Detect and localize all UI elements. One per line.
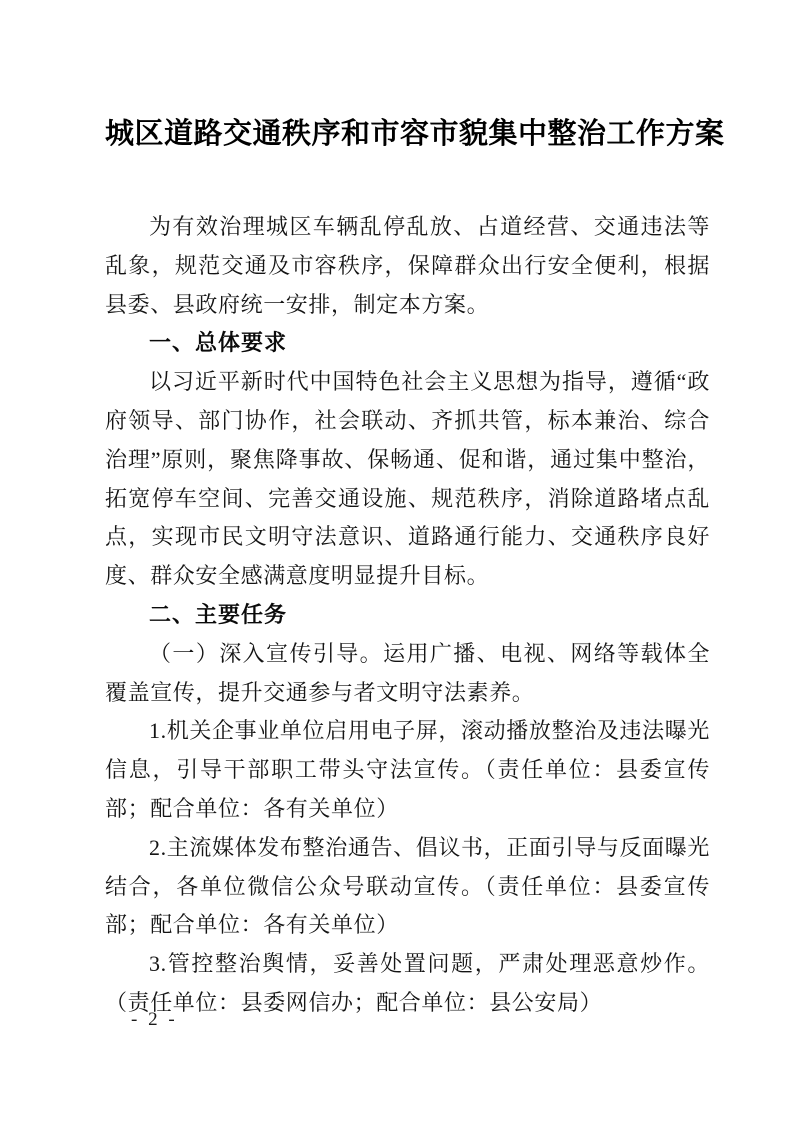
document-body bbox=[105, 208, 710, 1023]
intro-paragraph: 为有效治理城区车辆乱停乱放、占道经营、交通违法等乱象，规范交通及市容秩序，保障群众出行安全便利，根据县委、县政府统一安排，制定本方案。 bbox=[105, 214, 710, 317]
page-number: - 2 - bbox=[131, 1009, 178, 1030]
section-1-paragraph: 以习近平新时代中国特色社会主义思想为指导，遵循“政府领导、部门协作，社会联动、齐抓共管，标本兼治、综合治理”原则，聚焦降事故、保畅通、促和谐，通过集中整治，拓宽停车空间、完善交通设施、规范秩序，消除道路堵点乱点，实现市民文明守法意识、道路通行能力、交通秩序良好度、群众安全感满意度明显提升目标。 bbox=[105, 369, 710, 589]
section-heading-1: 一、总体要求 bbox=[149, 330, 288, 356]
task-lead-paragraph: （一）深入宣传引导。运用广播、电视、网络等载体全覆盖宣传，提升交通参与者文明守法素养。 bbox=[105, 640, 710, 705]
section-heading-2: 二、主要任务 bbox=[149, 601, 288, 627]
task-item-2: 2.主流媒体发布整治通告、倡议书，正面引导与反面曝光结合，各单位微信公众号联动宣传。（责任单位：县委宣传部；配合单位：各有关单位） bbox=[105, 834, 710, 938]
task-item-3: 3.管控整治舆情，妥善处置问题，严肃处理恶意炒作。（责任单位：县委网信办；配合单位：县公安局） bbox=[105, 951, 710, 1015]
document-title: 城区道路交通秩序和市容市貌集中整治工作方案 bbox=[105, 118, 725, 150]
task-item-1: 1.机关企事业单位启用电子屏，滚动播放整治及违法曝光信息，引导干部职工带头守法宣传。（责任单位：县委宣传部；配合单位：各有关单位） bbox=[105, 718, 710, 821]
